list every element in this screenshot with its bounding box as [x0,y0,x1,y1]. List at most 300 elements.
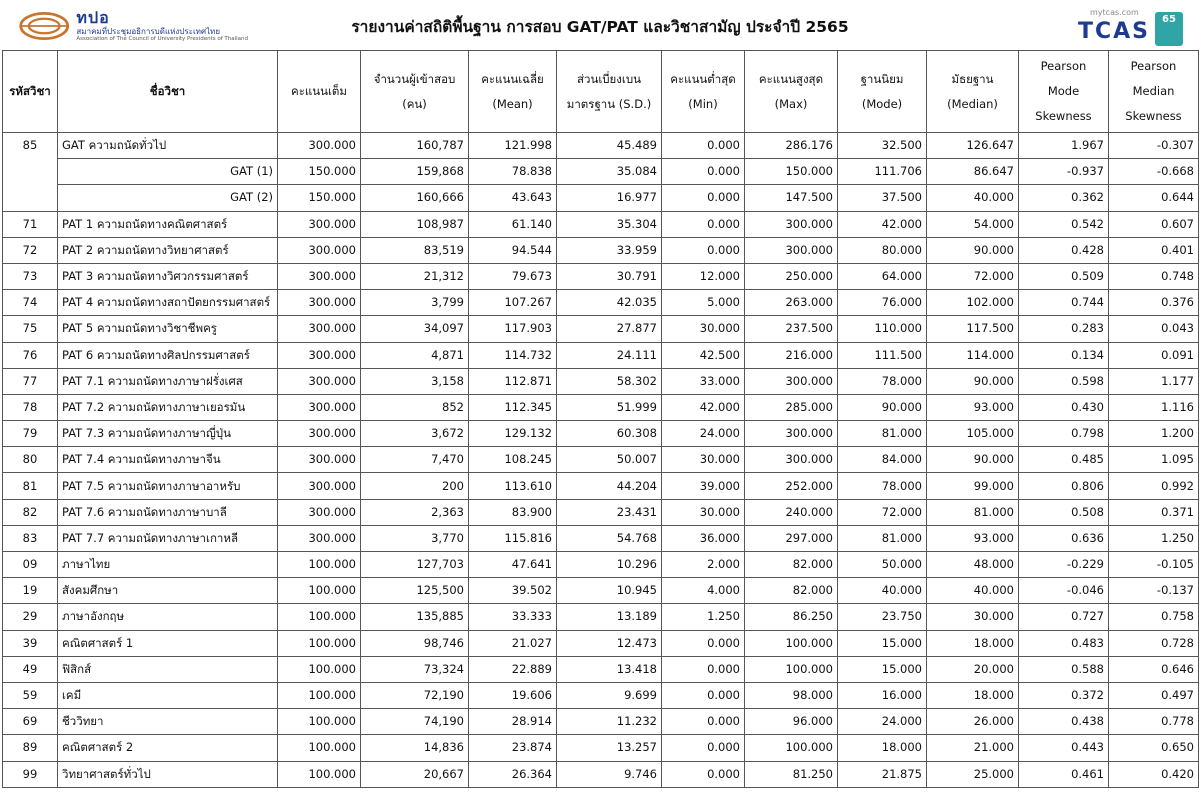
cell-name: ภาษาอังกฤษ [58,604,278,630]
cell-pmode: 0.588 [1019,656,1109,682]
cell-sd: 45.489 [557,133,662,159]
cell-median: 40.000 [927,578,1019,604]
cell-mean: 26.364 [469,761,557,787]
cell-count: 34,097 [361,316,469,342]
cell-mean: 21.027 [469,630,557,656]
cell-name: PAT 7.1 ความถนัดทางภาษาฝรั่งเศส [58,368,278,394]
table-row [3,316,1199,342]
cell-max: 98.000 [745,682,838,708]
cell-sd: 35.304 [557,211,662,237]
col-header-max: คะแนนสูงสุด (Max) [745,51,838,133]
cell-count: 2,363 [361,499,469,525]
cell-mode: 72.000 [838,499,927,525]
cell-mean: 79.673 [469,263,557,289]
cell-mode: 23.750 [838,604,927,630]
cell-min: 0.000 [662,159,745,185]
mytcas-site-label: mytcas.com [1090,8,1139,17]
cell-max: 96.000 [745,709,838,735]
cell-pmode: 0.509 [1019,263,1109,289]
cell-pmedian: -0.668 [1109,159,1199,185]
cell-mean: 78.838 [469,159,557,185]
cell-full: 100.000 [278,709,361,735]
table-row [3,630,1199,656]
cell-code: 19 [3,578,58,604]
table-row [3,185,1199,211]
cell-sd: 13.257 [557,735,662,761]
cell-mode: 15.000 [838,656,927,682]
cell-min: 1.250 [662,604,745,630]
cell-full: 100.000 [278,604,361,630]
table-row [3,263,1199,289]
cell-pmode: 0.744 [1019,290,1109,316]
cell-median: 93.000 [927,394,1019,420]
cell-median: 86.647 [927,159,1019,185]
cell-mean: 117.903 [469,316,557,342]
cell-code: 81 [3,473,58,499]
cell-code: 59 [3,682,58,708]
cell-code: 82 [3,499,58,525]
cell-pmode: 0.283 [1019,316,1109,342]
cell-code: 73 [3,263,58,289]
cell-name: PAT 4 ความถนัดทางสถาปัตยกรรมศาสตร์ [58,290,278,316]
cell-pmedian: -0.105 [1109,552,1199,578]
cell-median: 81.000 [927,499,1019,525]
table-row [3,761,1199,787]
cell-full: 300.000 [278,263,361,289]
col-header-sd: ส่วนเบี่ยงเบน มาตรฐาน (S.D.) [557,51,662,133]
cell-count: 135,885 [361,604,469,630]
cell-min: 0.000 [662,185,745,211]
cell-count: 73,324 [361,656,469,682]
cell-sd: 58.302 [557,368,662,394]
cell-count: 20,667 [361,761,469,787]
cell-count: 160,666 [361,185,469,211]
table-row [3,237,1199,263]
cell-count: 3,672 [361,421,469,447]
table-row [3,682,1199,708]
cell-code: 49 [3,656,58,682]
tcas-brand: TCAS [1078,19,1151,44]
cell-median: 93.000 [927,525,1019,551]
cell-pmedian: 0.376 [1109,290,1199,316]
cell-sd: 30.791 [557,263,662,289]
cell-max: 285.000 [745,394,838,420]
cell-mode: 18.000 [838,735,927,761]
cell-full: 300.000 [278,133,361,159]
cell-pmode: -0.937 [1019,159,1109,185]
cell-code: 39 [3,630,58,656]
cell-min: 0.000 [662,133,745,159]
table-header-row [3,51,1199,133]
cell-sd: 9.746 [557,761,662,787]
cell-max: 300.000 [745,421,838,447]
cell-name: GAT ความถนัดทั่วไป [58,133,278,159]
cell-min: 12.000 [662,263,745,289]
cell-pmedian: 0.371 [1109,499,1199,525]
cell-full: 100.000 [278,578,361,604]
cell-count: 3,799 [361,290,469,316]
cell-min: 42.500 [662,342,745,368]
cell-min: 30.000 [662,447,745,473]
cell-full: 100.000 [278,552,361,578]
cell-mode: 21.875 [838,761,927,787]
cell-full: 150.000 [278,185,361,211]
cell-full: 300.000 [278,342,361,368]
cell-full: 300.000 [278,290,361,316]
cell-pmedian: 1.116 [1109,394,1199,420]
cell-sd: 12.473 [557,630,662,656]
cell-mode: 50.000 [838,552,927,578]
cell-pmedian: 1.095 [1109,447,1199,473]
cell-max: 216.000 [745,342,838,368]
cell-full: 300.000 [278,499,361,525]
cell-mode: 76.000 [838,290,927,316]
cell-max: 250.000 [745,263,838,289]
cell-min: 0.000 [662,237,745,263]
cell-max: 81.250 [745,761,838,787]
cell-full: 100.000 [278,656,361,682]
cell-max: 300.000 [745,368,838,394]
cell-count: 200 [361,473,469,499]
cell-pmode: 0.798 [1019,421,1109,447]
cell-max: 300.000 [745,211,838,237]
cell-min: 0.000 [662,211,745,237]
cell-sd: 44.204 [557,473,662,499]
cell-name: PAT 7.6 ความถนัดทางภาษาบาลี [58,499,278,525]
cell-mode: 40.000 [838,578,927,604]
cell-median: 25.000 [927,761,1019,787]
cell-min: 33.000 [662,368,745,394]
cell-count: 159,868 [361,159,469,185]
cell-sd: 23.431 [557,499,662,525]
cell-mean: 23.874 [469,735,557,761]
cell-mean: 112.871 [469,368,557,394]
cell-name: GAT (1) [58,159,278,185]
cell-full: 100.000 [278,761,361,787]
cell-pmedian: 0.758 [1109,604,1199,630]
cell-count: 852 [361,394,469,420]
cell-min: 0.000 [662,709,745,735]
cell-pmode: 0.483 [1019,630,1109,656]
cell-pmode: 0.428 [1019,237,1109,263]
col-header-name: ชื่อวิชา [58,51,278,133]
cell-mean: 94.544 [469,237,557,263]
cell-median: 99.000 [927,473,1019,499]
table-row [3,421,1199,447]
cell-pmedian: 0.748 [1109,263,1199,289]
col-header-count: จำนวนผู้เข้าสอบ (คน) [361,51,469,133]
logo-english-name: Association of The Council of University Presidents of Thailand [76,35,248,42]
cell-pmode: 0.461 [1019,761,1109,787]
col-header-mean: คะแนนเฉลี่ย (Mean) [469,51,557,133]
table-row [3,552,1199,578]
cell-code: 74 [3,290,58,316]
cell-name: PAT 7.3 ความถนัดทางภาษาญี่ปุ่น [58,421,278,447]
cell-median: 18.000 [927,682,1019,708]
cell-mean: 39.502 [469,578,557,604]
cell-code: 29 [3,604,58,630]
cell-pmode: 0.542 [1019,211,1109,237]
cell-max: 300.000 [745,237,838,263]
cell-pmode: 1.967 [1019,133,1109,159]
cell-count: 108,987 [361,211,469,237]
cell-median: 21.000 [927,735,1019,761]
cell-sd: 9.699 [557,682,662,708]
cell-name: PAT 7.7 ความถนัดทางภาษาเกาหลี [58,525,278,551]
cell-pmode: 0.636 [1019,525,1109,551]
table-row [3,473,1199,499]
table-row [3,159,1199,185]
cell-mode: 84.000 [838,447,927,473]
cell-min: 4.000 [662,578,745,604]
table-row [3,368,1199,394]
cell-count: 72,190 [361,682,469,708]
cell-mode: 110.000 [838,316,927,342]
cell-mode: 80.000 [838,237,927,263]
cell-pmedian: 1.250 [1109,525,1199,551]
report-title: รายงานค่าสถิติพื้นฐาน การสอบ GAT/PAT และวิชาสามัญ ประจำปี 2565 [351,18,849,36]
cell-mean: 83.900 [469,499,557,525]
cell-count: 127,703 [361,552,469,578]
cell-name: คณิตศาสตร์ 2 [58,735,278,761]
cell-max: 147.500 [745,185,838,211]
cell-name: GAT (2) [58,185,278,211]
cell-pmedian: 0.420 [1109,761,1199,787]
cell-mode: 16.000 [838,682,927,708]
cell-min: 0.000 [662,761,745,787]
cell-max: 240.000 [745,499,838,525]
col-header-median: มัธยฐาน (Median) [927,51,1019,133]
cell-max: 286.176 [745,133,838,159]
table-row [3,656,1199,682]
cell-sd: 35.084 [557,159,662,185]
cell-code: 09 [3,552,58,578]
cell-min: 36.000 [662,525,745,551]
cell-min: 30.000 [662,499,745,525]
table-row [3,578,1199,604]
cell-sd: 13.189 [557,604,662,630]
cell-full: 100.000 [278,682,361,708]
cell-name: PAT 2 ความถนัดทางวิทยาศาสตร์ [58,237,278,263]
cell-pmode: -0.229 [1019,552,1109,578]
cell-mean: 22.889 [469,656,557,682]
cell-min: 0.000 [662,630,745,656]
cell-pmode: 0.806 [1019,473,1109,499]
cell-max: 237.500 [745,316,838,342]
cell-median: 117.500 [927,316,1019,342]
cell-full: 150.000 [278,159,361,185]
cell-pmode: 0.438 [1019,709,1109,735]
cell-mode: 81.000 [838,525,927,551]
cell-median: 26.000 [927,709,1019,735]
cell-mode: 81.000 [838,421,927,447]
cell-mean: 129.132 [469,421,557,447]
cell-mean: 121.998 [469,133,557,159]
cell-full: 300.000 [278,421,361,447]
cell-max: 263.000 [745,290,838,316]
cell-pmedian: 1.177 [1109,368,1199,394]
cell-name: PAT 7.5 ความถนัดทางภาษาอาหรับ [58,473,278,499]
cell-code: 72 [3,237,58,263]
cell-median: 126.647 [927,133,1019,159]
table-row [3,290,1199,316]
cell-count: 4,871 [361,342,469,368]
cell-pmedian: 0.646 [1109,656,1199,682]
col-header-pearson-mode: Pearson Mode Skewness [1019,51,1109,133]
cell-max: 82.000 [745,552,838,578]
cell-count: 7,470 [361,447,469,473]
cell-name: PAT 7.2 ความถนัดทางภาษาเยอรมัน [58,394,278,420]
cell-sd: 13.418 [557,656,662,682]
col-header-mode: ฐานนิยม (Mode) [838,51,927,133]
cell-mean: 108.245 [469,447,557,473]
cell-full: 100.000 [278,735,361,761]
cell-pmedian: 0.497 [1109,682,1199,708]
cell-min: 42.000 [662,394,745,420]
cell-mode: 15.000 [838,630,927,656]
cell-sd: 10.296 [557,552,662,578]
table-row [3,211,1199,237]
cupt-emblem-icon [18,9,70,43]
cell-max: 82.000 [745,578,838,604]
cell-median: 90.000 [927,237,1019,263]
cell-mean: 112.345 [469,394,557,420]
table-row [3,133,1199,159]
cell-pmode: 0.134 [1019,342,1109,368]
cell-sd: 60.308 [557,421,662,447]
cell-pmode: 0.443 [1019,735,1109,761]
cell-pmedian: 0.650 [1109,735,1199,761]
cell-pmedian: -0.137 [1109,578,1199,604]
cell-mode: 111.500 [838,342,927,368]
cell-pmode: -0.046 [1019,578,1109,604]
cell-sd: 54.768 [557,525,662,551]
cell-name: ชีววิทยา [58,709,278,735]
cell-max: 100.000 [745,735,838,761]
cell-min: 30.000 [662,316,745,342]
cell-mean: 61.140 [469,211,557,237]
col-header-full: คะแนนเต็ม [278,51,361,133]
table-row [3,604,1199,630]
cell-name: ฟิสิกส์ [58,656,278,682]
cell-code: 71 [3,211,58,237]
cell-max: 100.000 [745,656,838,682]
cell-median: 90.000 [927,447,1019,473]
cell-pmedian: 0.778 [1109,709,1199,735]
cell-pmedian: 0.607 [1109,211,1199,237]
cell-mode: 24.000 [838,709,927,735]
cell-code: 80 [3,447,58,473]
table-row [3,499,1199,525]
col-header-min: คะแนนต่ำสุด (Min) [662,51,745,133]
cell-name: คณิตศาสตร์ 1 [58,630,278,656]
col-header-pearson-median: Pearson Median Skewness [1109,51,1199,133]
cell-median: 90.000 [927,368,1019,394]
cell-full: 300.000 [278,211,361,237]
cell-code: 79 [3,421,58,447]
cell-sd: 16.977 [557,185,662,211]
cell-name: PAT 5 ความถนัดทางวิชาชีพครู [58,316,278,342]
cell-full: 300.000 [278,368,361,394]
table-row [3,394,1199,420]
col-header-code: รหัสวิชา [3,51,58,133]
cell-min: 39.000 [662,473,745,499]
cell-full: 300.000 [278,316,361,342]
cell-pmode: 0.727 [1019,604,1109,630]
table-body [3,133,1199,788]
cell-count: 83,519 [361,237,469,263]
cell-median: 114.000 [927,342,1019,368]
cell-code: 83 [3,525,58,551]
cell-max: 300.000 [745,447,838,473]
cell-code: 75 [3,316,58,342]
cell-sd: 33.959 [557,237,662,263]
cell-min: 0.000 [662,682,745,708]
cell-full: 300.000 [278,473,361,499]
cell-sd: 42.035 [557,290,662,316]
cell-pmode: 0.430 [1019,394,1109,420]
cell-count: 160,787 [361,133,469,159]
cell-min: 5.000 [662,290,745,316]
cell-count: 21,312 [361,263,469,289]
table-row [3,709,1199,735]
tcas-logo [1072,8,1187,48]
cell-pmode: 0.598 [1019,368,1109,394]
cell-pmedian: 0.401 [1109,237,1199,263]
cell-pmedian: 0.091 [1109,342,1199,368]
table-row [3,735,1199,761]
cell-mean: 33.333 [469,604,557,630]
cell-name: เคมี [58,682,278,708]
cell-median: 30.000 [927,604,1019,630]
logo-abbreviation: ทปอ [76,7,110,27]
cell-name: ภาษาไทย [58,552,278,578]
cell-mean: 19.606 [469,682,557,708]
cell-mode: 78.000 [838,473,927,499]
cell-mean: 47.641 [469,552,557,578]
cell-mean: 28.914 [469,709,557,735]
cell-sd: 27.877 [557,316,662,342]
cell-name: PAT 1 ความถนัดทางคณิตศาสตร์ [58,211,278,237]
cell-mode: 32.500 [838,133,927,159]
cell-pmedian: 0.992 [1109,473,1199,499]
logo-thai-name: สมาคมที่ประชุมอธิการบดีแห่งประเทศไทย [76,26,221,36]
cell-count: 125,500 [361,578,469,604]
cell-code: 78 [3,394,58,420]
cell-pmode: 0.362 [1019,185,1109,211]
cell-pmode: 0.372 [1019,682,1109,708]
cell-median: 48.000 [927,552,1019,578]
cell-median: 105.000 [927,421,1019,447]
cell-sd: 24.111 [557,342,662,368]
cell-full: 300.000 [278,394,361,420]
cell-sd: 51.999 [557,394,662,420]
tcas-year-badge: 65 [1155,12,1183,46]
report-header [0,0,1200,50]
cupt-logo [18,8,248,44]
cell-mean: 113.610 [469,473,557,499]
table-row [3,525,1199,551]
cell-pmedian: 0.043 [1109,316,1199,342]
cell-full: 300.000 [278,525,361,551]
cell-mean: 115.816 [469,525,557,551]
statistics-table [2,50,1199,788]
cell-mode: 111.706 [838,159,927,185]
cell-code: 85 [3,133,58,212]
cell-sd: 50.007 [557,447,662,473]
cell-full: 300.000 [278,237,361,263]
cell-median: 54.000 [927,211,1019,237]
